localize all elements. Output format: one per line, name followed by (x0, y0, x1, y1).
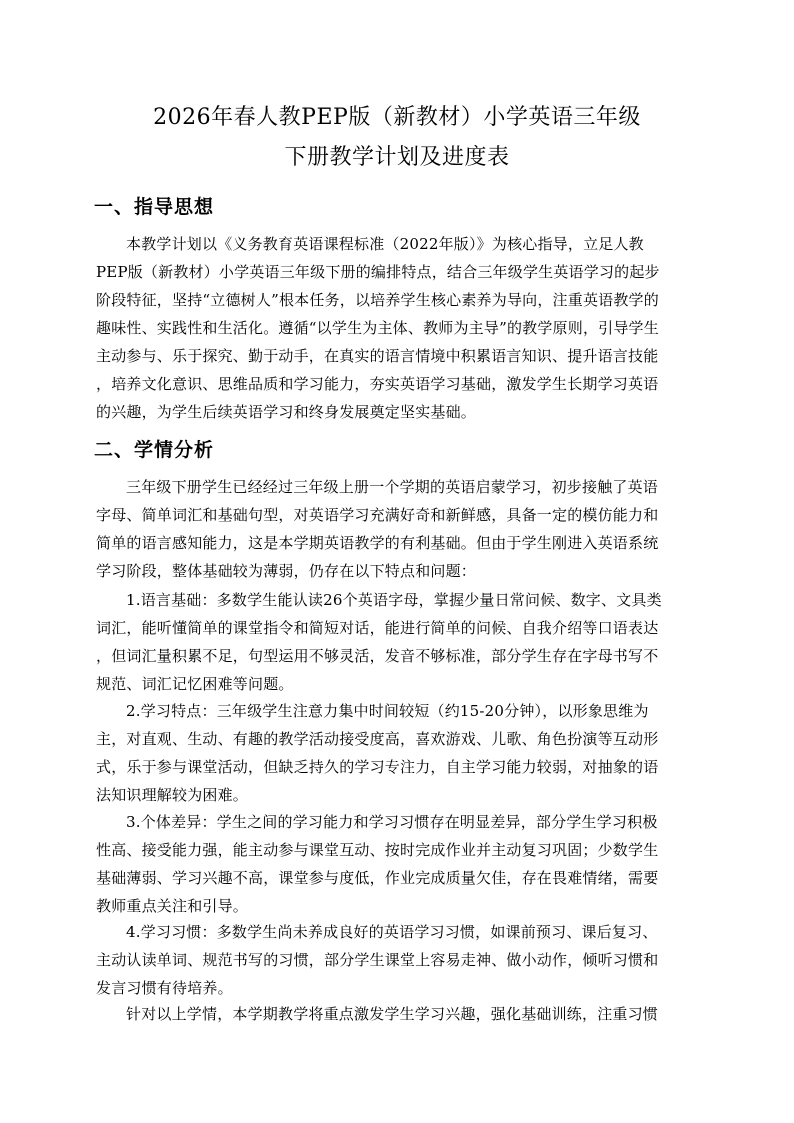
paragraph-line: 4.学习习惯：多数学生尚未养成良好的英语学习习惯，如课前预习、课后复习、 (126, 923, 658, 941)
paragraph-line: 式，乐于参与课堂活动，但缺乏持久的学习专注力，自主学习能力较弱，对抽象的语 (96, 758, 659, 776)
document-title-line-1: 2026年春人教PEP版（新教材）小学英语三年级 (153, 105, 641, 130)
section-2-intro-paragraph (96, 473, 698, 585)
paragraph-line: 简单的语言感知能力，这是本学期英语教学的有利基础。但由于学生刚进入英语系统 (96, 534, 659, 552)
paragraph-line: 发言习惯有待培养。 (96, 979, 233, 997)
paragraph-line: 教师重点关注和引导。 (96, 897, 249, 915)
section-1-paragraph (96, 230, 698, 426)
paragraph-line: 基础薄弱、学习兴趣不高，课堂参与度低，作业完成质量欠佳，存在畏难情绪，需要 (96, 869, 659, 887)
paragraph-line: 针对以上学情，本学期教学将重点激发学生学习兴趣，强化基础训练，注重习惯 (126, 1005, 659, 1023)
paragraph-line: 规范、词汇记忆困难等问题。 (96, 675, 294, 693)
paragraph-line: 学习阶段，整体基础较为薄弱，仍存在以下特点和问题： (96, 562, 477, 580)
section-2-item-2 (96, 697, 698, 809)
paragraph-line: 三年级下册学生已经经过三年级上册一个学期的英语启蒙学习，初步接触了英语 (126, 478, 659, 496)
paragraph-line: 阶段特征，坚持“立德树人”根本任务，以培养学生核心素养为导向，注重英语教学的 (96, 291, 659, 309)
section-2-item-1 (96, 586, 698, 698)
paragraph-line: 性高、接受能力强，能主动参与课堂互动、按时完成作业并主动复习巩固；少数学生 (96, 841, 659, 859)
paragraph-line: PEP版（新教材）小学英语三年级下册的编排特点，结合三年级学生英语学习的起步 (96, 263, 660, 281)
paragraph-line: 3.个体差异：学生之间的学习能力和学习习惯存在明显差异，部分学生学习积极 (126, 813, 658, 831)
paragraph-line: 词汇，能听懂简单的课堂指令和简短对话，能进行简单的问候、自我介绍等口语表达 (96, 619, 659, 637)
paragraph-line: 的兴趣，为学生后续英语学习和终身发展奠定坚实基础。 (96, 403, 477, 421)
paragraph-line: 1.语言基础：多数学生能认读26个英语字母，掌握少量日常问候、数字、文具类 (126, 591, 662, 609)
section-1-heading: 一、指导思想 (94, 196, 215, 218)
paragraph-line: 2.学习特点：三年级学生注意力集中时间较短（约15-20分钟），以形象思维为 (126, 702, 649, 720)
section-2-item-4 (96, 918, 698, 1002)
section-2-closing-paragraph (96, 1000, 698, 1028)
paragraph-line: 主，对直观、生动、有趣的教学活动接受度高，喜欢游戏、儿歌、角色扮演等互动形 (96, 730, 659, 748)
paragraph-line: 主动认读单词、规范书写的习惯，部分学生课堂上容易走神、做小动作，倾听习惯和 (96, 951, 659, 969)
paragraph-line: 趣味性、实践性和生活化。遵循“以学生为主体、教师为主导”的教学原则，引导学生 (96, 319, 659, 337)
paragraph-line: 字母、简单词汇和基础句型，对英语学习充满好奇和新鲜感，具备一定的模仿能力和 (96, 506, 659, 524)
paragraph-line: 法知识理解较为困难。 (96, 786, 249, 804)
paragraph-line: 主动参与、乐于探究、勤于动手，在真实的语言情境中积累语言知识、提升语言技能 (96, 347, 659, 365)
section-2-item-3 (96, 808, 698, 920)
paragraph-line: ，培养文化意识、思维品质和学习能力，夯实英语学习基础，激发学生长期学习英语 (96, 375, 659, 393)
paragraph-line: ，但词汇量积累不足，句型运用不够灵活，发音不够标准，部分学生存在字母书写不 (96, 647, 659, 665)
paragraph-line: 本教学计划以《义务教育英语课程标准（2022年版）》为核心指导，立足人教 (126, 235, 644, 253)
section-2-heading: 二、学情分析 (94, 439, 215, 461)
document-title-line-2: 下册教学计划及进度表 (284, 145, 510, 170)
